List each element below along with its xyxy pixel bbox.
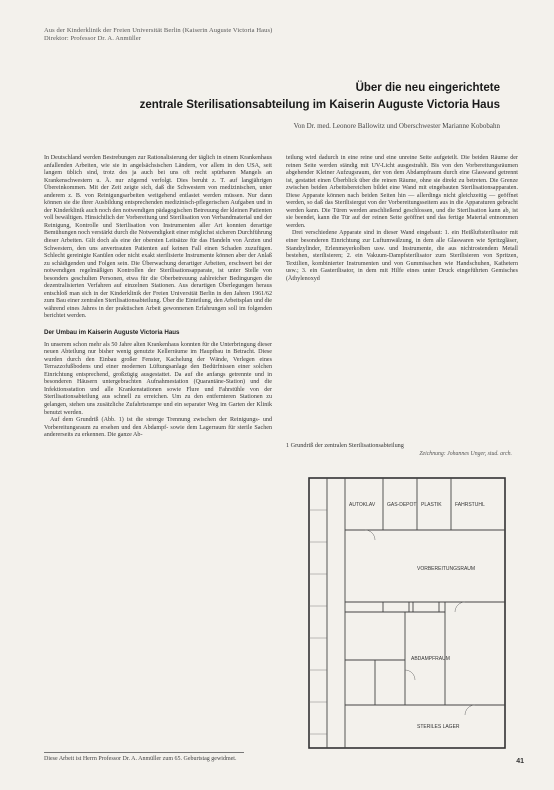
room-label-plastik: PLASTIK	[421, 502, 442, 508]
left-column	[44, 155, 272, 440]
room-label-lager: STERILES LAGER	[417, 724, 460, 730]
floor-plan	[305, 470, 515, 755]
paragraph-grundriss: Auf dem Grundriß (Abb. 1) ist die strenge Trennung zwischen der Reinigungs- und Vorbereitungsraum zu ersehen und den Abdampf- sowie dem Lagerraum für sterile Sachen andererseits zu erkennen. Die ganze Ab-	[44, 417, 272, 439]
room-label-fahrstuhl: FAHRSTUHL	[455, 502, 485, 508]
paragraph-apparate: Drei verschiedene Apparate sind in dieser Wand eingebaut: 1. ein Heißluftsterilisator mit einer besonderen Einrichtung zur Luftumwälzung, in dem alle Glaswaren wie Spritzgläser, Standzylinder, Erlenmeyerkolben usw. und Instrumente, die aus nichtrostendem Metall bestehen, sterilisieren; 2. ein Vakuum-Dampfsterilisator zum Sterilisieren von Spritzen, Textilien, kombinierter Instrumenten und von Gummisachen wie Handschuhen, Kathetern usw.; 3. ein Gasterilisator, in dem mit Hilfe eines unter Druck eingeführten Gemisches (Äthylenoxyd	[286, 230, 518, 282]
figure-caption-title: 1 Grundriß der zentralen Sterilisationsabteilung	[286, 442, 404, 449]
page-number: 41	[516, 758, 524, 765]
affiliation-line-2: Direktor: Professor Dr. A. Anmüller	[44, 35, 142, 42]
room-label-vorbereitung: VORBEREITUNGSRAUM	[417, 566, 476, 572]
paragraph-continued: teilung wird dadurch in eine reine und eine unreine Seite aufgeteilt. Die beiden Räume der reinen Seite werden ständig mit UV-Licht ausgestrahlt. Bis von den Vorbereitungsräumen abgehender Kleiner Aufzugsraum, der von dem Abdampfraum durch eine Glaswand getrennt ist, gestattet einen Überblick über die reinen Räume, ohne sie direkt zu betreten. Die Grenze zwischen beiden Arbeitsbereichen bildet eine Wand mit eingebauten Sterilisationsapparaten. Diese Apparate können nach beiden Seiten hin — allerdings nicht gleichzeitig — geöffnet werden, so daß das Sterilisiergut von der Vorbereitungsseitem aus in die Apparaturen gebracht werden kann. Die Türen werden anschließend geschlossen, und die Sterilisation kann ab, ist sie beendet, kann die Tür auf der reinen Seite geöffnet und das fertige Material entnommen werden.	[286, 155, 518, 229]
title-line-1: Über die neu eingerichtete	[355, 82, 500, 94]
authors: Von Dr. med. Leonore Ballowitz und Oberschwester Marianne Kobobahn	[293, 122, 500, 130]
room-label-gasdepot: GAS-DEPOT	[387, 502, 417, 508]
room-label-autoklav: AUTOKLAV	[349, 502, 376, 508]
room-label-abdampf: ABDAMPFRAUM	[411, 656, 450, 662]
figure-caption	[286, 442, 518, 458]
right-column	[286, 155, 518, 283]
affiliation	[44, 27, 404, 43]
paragraph-umbau: In unserem schon mehr als 50 Jahre alten Krankenhaus konnten für die Unterbringung dieser neuen Abteilung nur bisher wenig genutzte Kellerräume im Hauptbau in Betracht. Diese wurden durch den Einbau großer Fenster, Kachelung der Wände, Verlegen eines Terrazzofußbodens und einer modernen Lüftungsanlage den Bedürfnissen einer solchen Einrichtung entsprechend, großzügig ausgestattet. Da auf die anfangs getrennte und in besonderen Häusern untergebrachten Aufnahmestation (Quarantäne-Station) und die Infektionsstation und alle Krankenstationen sowie Flure und Fahrstühle von der Sterilisationsabteilung aus schnell zu erreichen. Um zu den entfernteren Stationen zu gelangen, stehen uns zusätzliche Zufahrtsrampe und ein separater Weg im Garten der Klinik benutzt werden.	[44, 341, 272, 416]
section-heading: Der Umbau im Kaiserin Auguste Victoria Haus	[44, 329, 180, 337]
affiliation-line-1: Aus der Kinderklinik der Freien Universität Berlin (Kaiserin Auguste Victoria Haus)	[44, 27, 273, 34]
paragraph-intro: In Deutschland werden Bestrebungen zur Rationalisierung der täglich in einem Krankenhaus anfallenden Arbeiten, wie sie in angelsächsischen Ländern, vor allem in den USA, seit langem üblich sind, trotz des ja auch bei uns oft recht spürbaren Mangels an Krankenschwestern u. Ä. nur zögernd verfolgt. Dies beruht z. T. auf langjährigen Übereinkommen. Mit der Zeit zeigte sich, daß die Schwestern von medizinischen, unter anderem z. B. von Reinigungsarbeiten weitgehend entlastet werden müssen. Nur dann können sie die ihrer Ausbildung entsprechenden medizinisch-pflegerischen Aufgaben und in der Kinderklinik auch noch den notwendigen pädagogischen Betreuung der kleinen Patienten voll bewältigen. Hinsichtlich der Vorbereitung und Sterilisation von Verbandmaterial und der Reinigung, Kontrolle und Sterilisation von Instrumenten aller Art konnten derartige Bemühungen noch verstärkt durch die Notwendigkeit einer möglichst sicheren Durchführung dieser Arbeiten. Gilt doch als eine der obersten Leitsätze für das Handeln von Ärzten und Schwestern, den uns anvertrauten Patienten auf keinen Fall einen Schaden zuzufügen. Schlecht gereinigte Kanülen oder nicht exakt sterilisierte Instrumente können aber der Anlaß zu schädigenden und Folgen sein. Die Überwachung derartiger Arbeiten, erschwert bei der notwendigen regelmäßigen Kontrollen der Sterilisationsapparate, ist unter Stelle von besonders geschulten Personen, etwa für die Oberbetreuung zahlreicher Bedingungen die dezentralisierten Verfahren auf einzelnen Stationen. Aus derartigen Überlegungen heraus entschloß man sich in der Kinderklinik der Freien Universität Berlin in den Jahren 1961/62 zum Bau einer zentralen Sterilisationsabteilung. Über die Einteilung, den Arbeitsplan und die während eines Jahres in der praktischen Arbeit gewonnenen Erfahrungen soll im folgenden berichtet werden.	[44, 155, 272, 320]
title-line-2: zentrale Sterilisationsabteilung im Kaiserin Auguste Victoria Haus	[139, 99, 500, 111]
article-title	[80, 80, 500, 114]
footnote: Diese Arbeit ist Herrn Professor Dr. A. Anmüller zum 65. Geburtstag gewidmet.	[44, 752, 244, 764]
figure-credit: Zeichnung: Johannes Unger, stud. arch.	[419, 451, 512, 457]
